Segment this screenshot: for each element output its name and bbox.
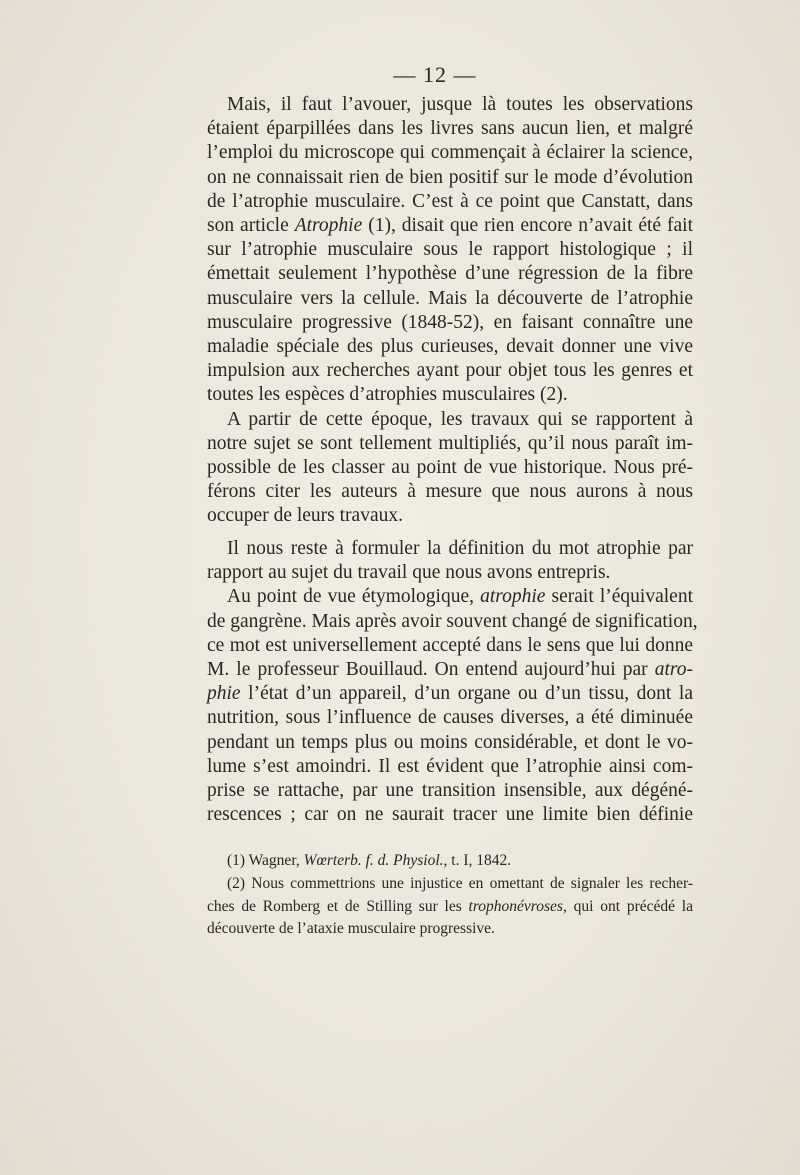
- italic-term: trophonévroses: [468, 897, 563, 915]
- text-line: rescences ; car on ne saurait tracer une limite bien définie: [207, 804, 693, 826]
- text-line: émettait seulement l’hypothèse d’une régression de la fibre: [207, 263, 693, 285]
- text-line: pendant un temps plus ou moins considérable, et dont le vo-: [207, 731, 693, 753]
- text-line: on ne connaissait rien de bien positif sur le mode d’évolution: [207, 166, 693, 188]
- text-line: l’emploi du microscope qui commençait à éclairer la science,: [207, 142, 693, 164]
- text-line: Il nous reste à formuler la définition du mot atrophie par: [227, 538, 693, 559]
- italic-term: Atrophie: [294, 215, 363, 237]
- text-line: musculaire progressive (1848-52), en faisant connaître une: [207, 311, 693, 333]
- text-line: toutes les espèces d’atrophies musculaires (2).: [207, 384, 568, 406]
- text-line: nutrition, sous l’influence de causes diverses, a été diminuée: [207, 707, 693, 729]
- text-line: rapport au sujet du travail que nous avons entrepris.: [207, 562, 611, 584]
- footnote-2-line: ches de Romberg et de Stilling sur les trophonévroses, qui ont précédé la: [207, 897, 693, 915]
- text-line: impulsion aux recherches ayant pour objet tous les genres et: [207, 360, 693, 382]
- text-line: possible de les classer au point de vue historique. Nous pré-: [207, 457, 693, 479]
- footnote-2-line: découverte de l’ataxie musculaire progressive.: [207, 920, 495, 938]
- text-line: de gangrène. Mais après avoir souvent changé de signification,: [207, 610, 698, 632]
- text-line: maladie spéciale des plus curieuses, devait donner une vive: [207, 336, 693, 358]
- text-line: lume s’est amoindri. Il est évident que l’atrophie ainsi com-: [207, 755, 693, 777]
- text-line: de l’atrophie musculaire. C’est à ce point que Canstatt, dans: [207, 190, 693, 212]
- footnote-1: (1) Wagner, Wœrterb. f. d. Physiol., t. I, 1842.: [227, 852, 512, 869]
- main-text-top: [207, 93, 693, 529]
- paragraph: [207, 537, 693, 585]
- italic-term: atrophie: [480, 586, 546, 608]
- text-line: occuper de leurs travaux.: [207, 505, 403, 527]
- text-line: notre sujet se sont tellement multipliés, qu’il nous paraît im-: [207, 432, 693, 454]
- italic-term: phie: [207, 683, 241, 705]
- footnote-2-line: (2) Nous commettrions une injustice en omettant de signaler les recher-: [227, 874, 693, 892]
- text-line: phie l’état d’un appareil, d’un organe ou d’un tissu, dont la: [207, 683, 693, 705]
- footnotes: [207, 850, 693, 941]
- text-line: Mais, il faut l’avouer, jusque là toutes les observations: [227, 94, 693, 115]
- main-text-bottom: [207, 537, 698, 827]
- paragraph: [207, 93, 693, 408]
- text-line: A partir de cette époque, les travaux qui se rapportent à: [227, 408, 693, 430]
- paragraph: [207, 408, 693, 529]
- text-line: ce mot est universellement accepté dans le sens que lui donne: [207, 634, 693, 656]
- text-line: étaient éparpillées dans les livres sans aucun lien, et malgré: [207, 118, 693, 140]
- text-line: férons citer les auteurs à mesure que nous aurons à nous: [207, 481, 693, 503]
- text-line: Au point de vue étymologique, atrophie serait l’équivalent: [227, 586, 693, 608]
- text-line: musculaire vers la cellule. Mais la découverte de l’atrophie: [207, 287, 693, 309]
- text-line: M. le professeur Bouillaud. On entend aujourd’hui par atro-: [207, 659, 693, 681]
- text-line: prise se rattache, par une transition insensible, aux dégéné-: [207, 780, 693, 802]
- page-number: — 12 —: [393, 62, 477, 87]
- text-line: son article Atrophie (1), disait que rien encore n’avait été fait: [207, 215, 694, 237]
- paragraph: [207, 585, 698, 827]
- text-line: sur l’atrophie musculaire sous le rapport histologique ; il: [207, 239, 693, 261]
- italic-term: Wœrterb. f. d. Physiol.: [303, 852, 444, 869]
- italic-term: atro-: [654, 659, 693, 681]
